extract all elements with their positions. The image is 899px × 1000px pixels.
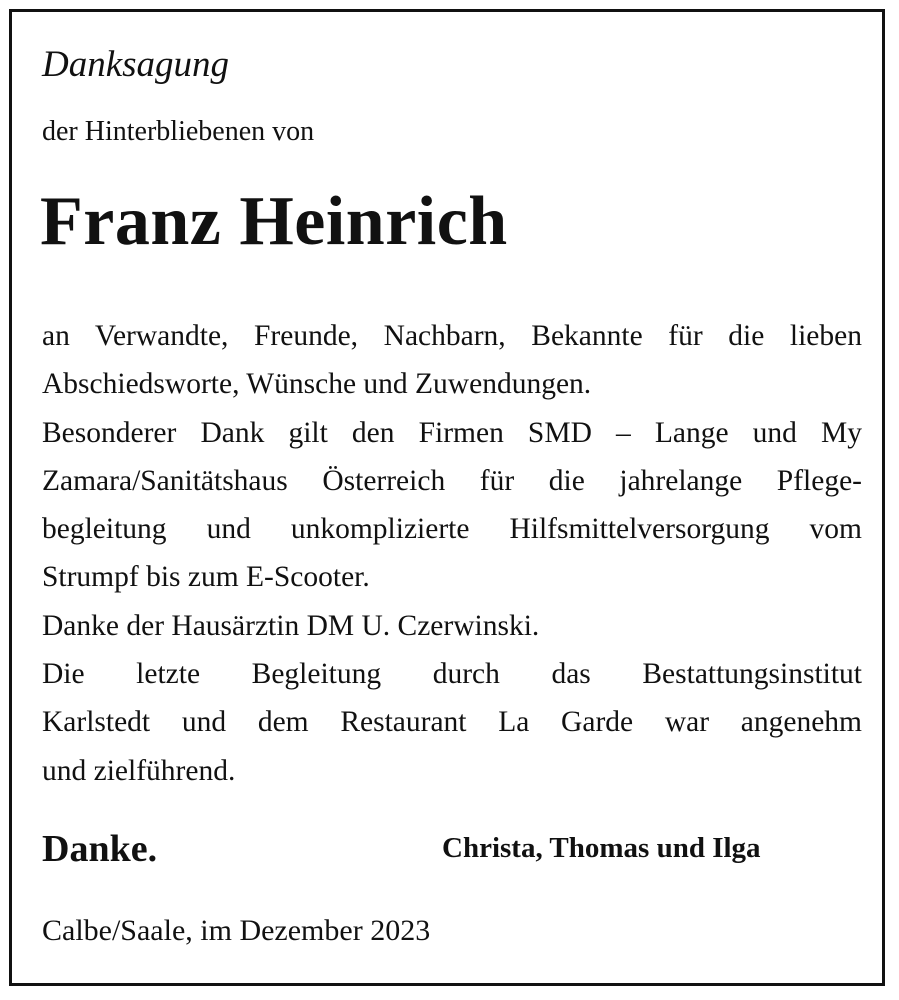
body-line: Die letzte Begleitung durch das Bestattungsinstitut [42,658,862,691]
body-line: Abschiedsworte, Wünsche und Zuwendungen. [42,368,592,401]
notice-body [42,312,862,795]
notice-subheading: der Hinterbliebenen von [42,116,315,147]
body-line: Danke der Hausärztin DM U. Czerwinski. [42,609,540,642]
deceased-name: Franz Heinrich [40,183,508,260]
body-line: Karlstedt und dem Restaurant La Garde war angenehm [42,706,862,739]
body-line: und zielführend. [42,754,236,787]
body-line: Zamara/Sanitätshaus Österreich für die jahrelange Pflege- [42,464,862,497]
body-line: begleitung und unkomplizierte Hilfsmittelversorgung vom [42,513,862,546]
closing-thanks: Danke. [42,828,158,870]
notice-frame [9,9,885,986]
body-line: Strumpf bis zum E-Scooter. [42,561,370,594]
body-line: an Verwandte, Freunde, Nachbarn, Bekannte für die lieben [42,320,862,352]
signatories: Christa, Thomas und Ilga [442,832,761,864]
body-line: Besonderer Dank gilt den Firmen SMD – Lange und My [42,416,862,449]
notice-heading: Danksagung [42,44,230,85]
place-date: Calbe/Saale, im Dezember 2023 [42,914,431,947]
